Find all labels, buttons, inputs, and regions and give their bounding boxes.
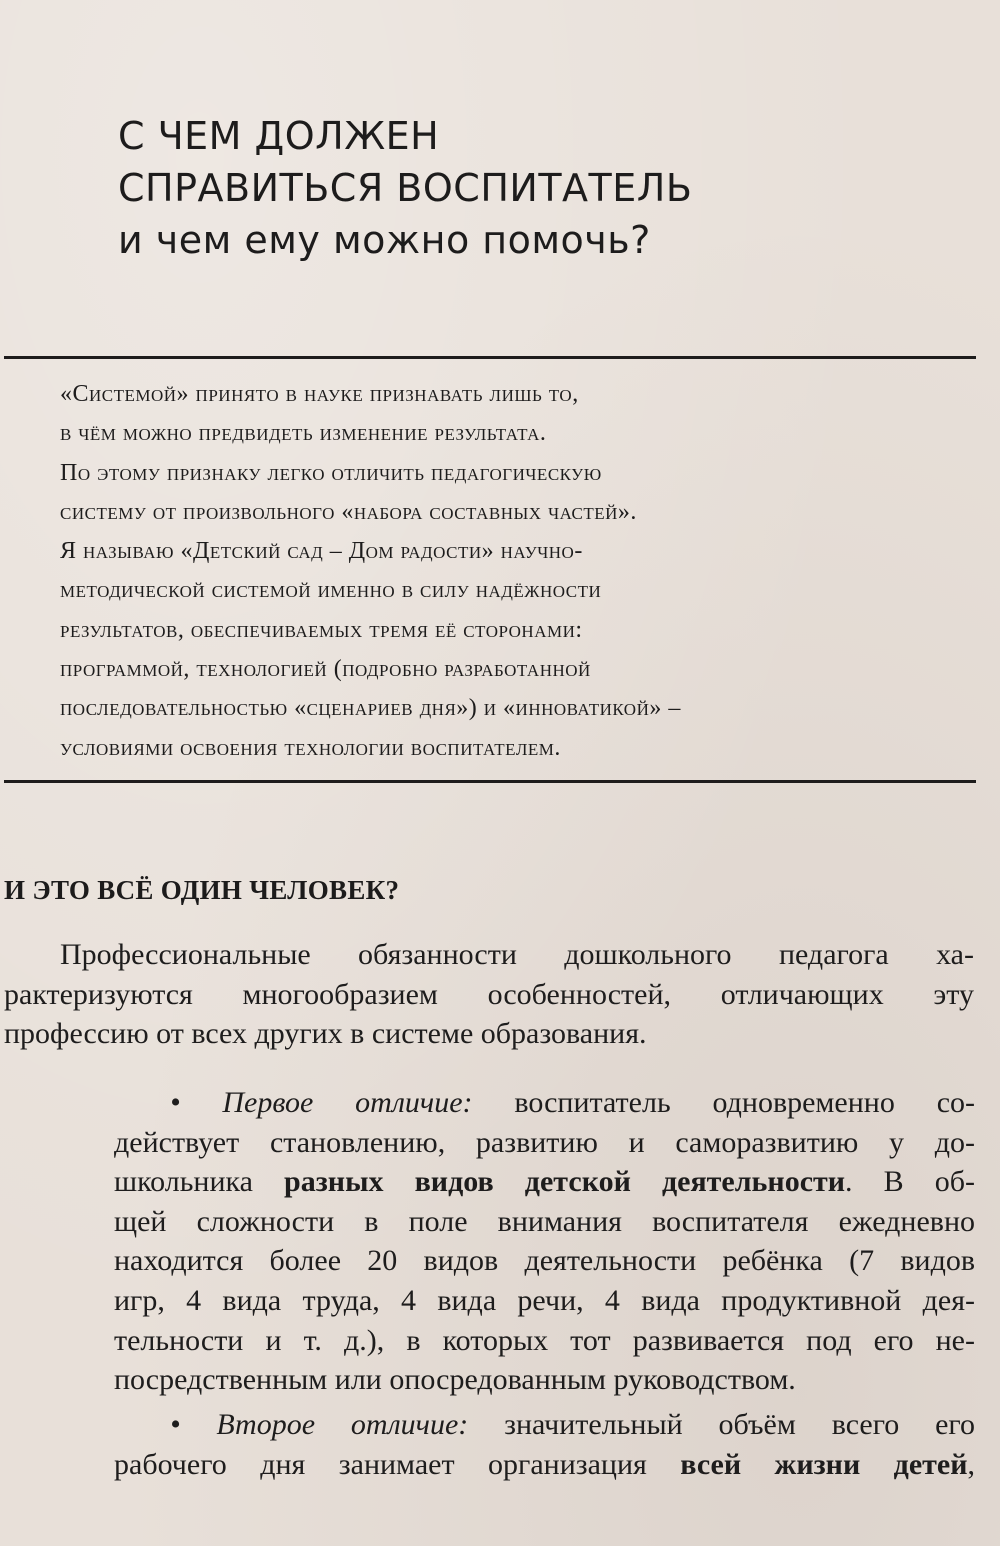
bullet-text: школьника <box>114 1165 285 1199</box>
paragraph-line: Профессиональные обязанности дошкольного педагога ха- <box>60 938 974 971</box>
chapter-title-line-1: С ЧЕМ ДОЛЖЕН <box>118 114 440 158</box>
paragraph-line: профессию от всех других в системе образования. <box>4 1017 647 1051</box>
epigraph-line: «Системой» принято в науке признавать лишь то, <box>60 381 579 407</box>
epigraph-line: последовательностью «сценариев дня») и «инноватикой» – <box>60 695 681 722</box>
epigraph-line: Я называю «Детский сад – Дом радости» научно- <box>60 538 583 565</box>
bullet-second-difference <box>114 1405 975 1484</box>
bullet-text: . В об- <box>845 1165 975 1199</box>
bullet-line <box>114 1162 975 1202</box>
bullet-line: действует становлению, развитию и саморазвитию у до- <box>114 1125 975 1159</box>
top-divider <box>4 356 976 359</box>
paragraph-line: рактеризуются многообразием особенностей, отличающих эту <box>4 977 974 1011</box>
bullet-label: • Первое отличие: <box>170 1086 473 1119</box>
bullet-text: , <box>967 1447 975 1481</box>
section-heading: И ЭТО ВСЁ ОДИН ЧЕЛОВЕК? <box>4 875 400 905</box>
chapter-title <box>118 110 818 266</box>
chapter-title-line-2: СПРАВИТЬСЯ ВОСПИТАТЕЛЬ <box>118 166 693 210</box>
bullet-text: воспитатель одновременно со- <box>472 1086 976 1119</box>
bullet-emphasis: всей жизни детей <box>680 1447 968 1481</box>
chapter-title-line-3: и чем ему можно помочь? <box>118 218 651 262</box>
epigraph <box>60 375 965 768</box>
bullet-line: игр, 4 вида труда, 4 вида речи, 4 вида продуктивной дея- <box>114 1283 975 1317</box>
epigraph-line: методической системой именно в силу надёжности <box>60 577 602 604</box>
epigraph-line: в чём можно предвидеть изменение результата. <box>60 420 547 447</box>
epigraph-line: результатов, обеспечиваемых тремя её сторонами: <box>60 616 583 643</box>
bullet-first-difference <box>114 1083 975 1400</box>
bullet-line: тельности и т. д.), в которых тот развивается под его не- <box>114 1323 975 1357</box>
bullet-line <box>114 1445 975 1485</box>
epigraph-line: условиями освоения технологии воспитателем. <box>60 734 561 761</box>
bottom-divider <box>4 780 976 783</box>
bullet-line: щей сложности в поле внимания воспитателя ежедневно <box>114 1204 975 1238</box>
bullet-text: рабочего дня занимает организация <box>114 1447 681 1481</box>
bullet-line: посредственным или опосредованным руководством. <box>114 1363 796 1397</box>
epigraph-line: программой, технологией (подробно разработанной <box>60 656 591 683</box>
bullet-line <box>114 1405 975 1445</box>
bullet-label: • Второе отличие: <box>170 1408 469 1441</box>
bullet-emphasis: разных видов детской деятельности <box>284 1165 846 1199</box>
bullet-text: значительный объём всего его <box>468 1408 975 1441</box>
intro-paragraph <box>4 935 974 1054</box>
bullet-line: находится более 20 видов деятельности ребёнка (7 видов <box>114 1244 975 1278</box>
epigraph-line: По этому признаку легко отличить педагогическую <box>60 459 602 486</box>
epigraph-line: систему от произвольного «набора составных частей». <box>60 498 637 525</box>
bullet-line <box>114 1083 975 1123</box>
